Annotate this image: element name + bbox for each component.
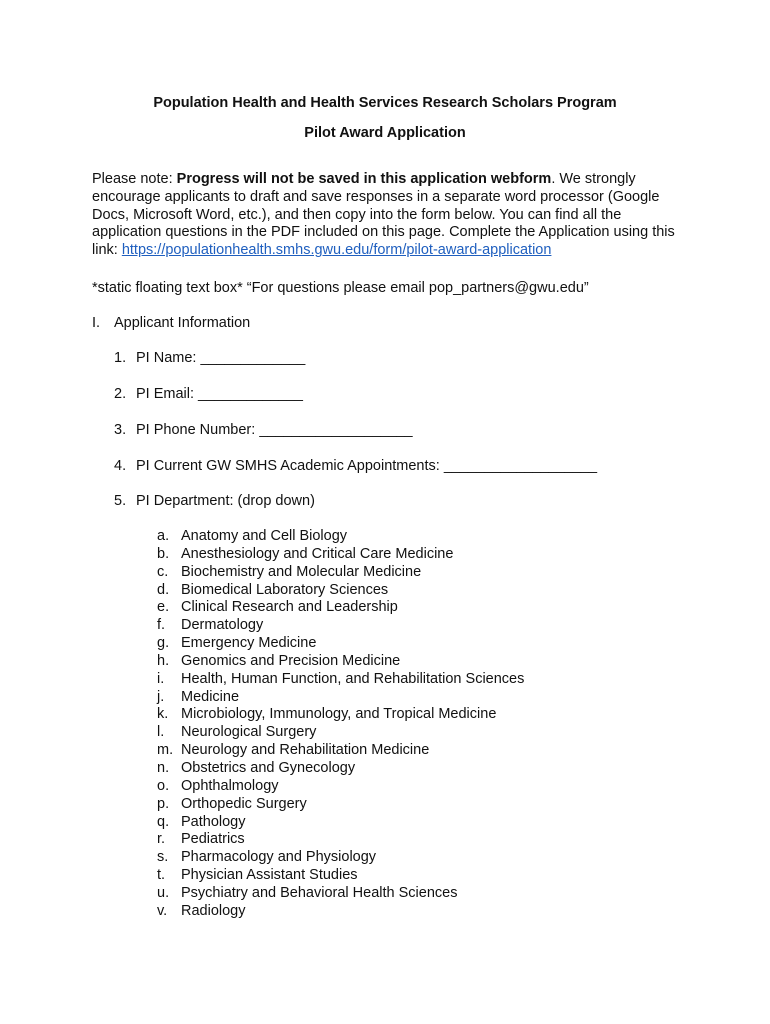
list-letter: g. — [157, 635, 170, 652]
question-pi-email — [114, 385, 303, 403]
department-name: Neurological Surgery — [181, 724, 317, 741]
list-letter: o. — [157, 777, 170, 794]
application-link[interactable]: https://populationhealth.smhs.gwu.edu/form/pilot-award-application — [121, 242, 552, 259]
question-pi-department — [114, 492, 315, 510]
department-name: Health, Human Function, and Rehabilitation Sciences — [181, 670, 525, 687]
department-name: Psychiatry and Behavioral Health Sciences — [181, 884, 458, 901]
department-name: Biomedical Laboratory Sciences — [181, 581, 389, 598]
department-name: Neurology and Rehabilitation Medicine — [181, 742, 430, 759]
list-letter: p. — [157, 795, 170, 812]
department-name: Biochemistry and Molecular Medicine — [181, 563, 422, 580]
question-number: 1. — [114, 350, 127, 366]
list-item — [157, 653, 524, 671]
department-name: Physician Assistant Studies — [181, 867, 358, 884]
department-name: Clinical Research and Leadership — [181, 599, 398, 616]
section-title: Applicant Information — [114, 315, 251, 331]
question-number: 4. — [114, 458, 127, 474]
list-letter: i. — [157, 670, 165, 687]
note-warning: Progress will not be saved in this application webform — [176, 171, 552, 187]
list-item — [157, 671, 524, 689]
list-item — [157, 599, 524, 617]
question-number: 5. — [114, 493, 127, 509]
question-text: PI Current GW SMHS Academic Appointments: ___________________ — [136, 458, 598, 474]
list-letter: b. — [157, 545, 170, 562]
note-prefix: Please note: — [92, 171, 177, 187]
department-name: Orthopedic Surgery — [181, 795, 307, 812]
list-item — [157, 831, 524, 849]
question-text: PI Name: _____________ — [136, 350, 306, 366]
department-name: Pediatrics — [181, 831, 245, 848]
question-text: PI Email: _____________ — [136, 386, 303, 402]
question-pi-phone — [114, 421, 413, 439]
list-item — [157, 546, 524, 564]
department-name: Anatomy and Cell Biology — [181, 528, 348, 544]
list-item — [157, 635, 524, 653]
list-item — [157, 814, 524, 832]
list-letter: d. — [157, 581, 170, 598]
list-item — [157, 867, 524, 885]
section-numeral: I. — [92, 315, 101, 331]
department-name: Microbiology, Immunology, and Tropical Medicine — [181, 706, 497, 723]
list-item — [157, 582, 524, 600]
list-item — [157, 564, 524, 582]
department-name: Anesthesiology and Critical Care Medicine — [181, 545, 454, 562]
list-item — [157, 849, 524, 867]
department-name: Radiology — [181, 902, 246, 919]
list-item — [157, 528, 524, 546]
progress-note — [92, 171, 692, 260]
department-list — [157, 528, 524, 921]
department-name: Medicine — [181, 688, 240, 705]
list-item — [157, 796, 524, 814]
question-pi-name — [114, 349, 305, 367]
list-letter: n. — [157, 759, 170, 776]
list-letter: e. — [157, 599, 170, 616]
department-name: Emergency Medicine — [181, 635, 317, 652]
department-name: Genomics and Precision Medicine — [181, 652, 401, 669]
list-item — [157, 617, 524, 635]
question-pi-appointments — [114, 457, 597, 475]
document-title: Population Health and Health Services Research Scholars Program — [153, 95, 617, 111]
department-name: Obstetrics and Gynecology — [181, 759, 356, 776]
section-heading — [92, 314, 250, 332]
question-number: 3. — [114, 422, 127, 438]
note-body: . We strongly encourage applicants to draft and save responses in a separate word processor (Google Docs, Microsoft Word, etc.), and then copy into the form below. You can find all the application questions in the PDF included on this page. Complete the Application using this link: — [92, 171, 675, 259]
document-subtitle: Pilot Award Application — [304, 125, 466, 141]
list-letter: m. — [157, 742, 174, 759]
question-text: PI Phone Number: ___________________ — [136, 422, 413, 438]
list-item — [157, 706, 524, 724]
question-text: PI Department: (drop down) — [136, 493, 315, 509]
floating-text-box: *static floating text box* “For questions please email pop_partners@gwu.edu” — [92, 280, 589, 296]
department-name: Pathology — [181, 813, 246, 830]
list-letter: f. — [157, 617, 166, 634]
list-letter: t. — [157, 867, 166, 884]
list-letter: q. — [157, 813, 170, 830]
list-letter: k. — [157, 706, 169, 723]
list-letter: r. — [157, 831, 166, 848]
list-item — [157, 903, 524, 921]
list-letter: c. — [157, 563, 169, 580]
list-item — [157, 742, 524, 760]
department-name: Ophthalmology — [181, 777, 279, 794]
list-item — [157, 689, 524, 707]
list-letter: l. — [157, 724, 165, 741]
list-item — [157, 760, 524, 778]
list-item — [157, 724, 524, 742]
department-name: Dermatology — [181, 617, 264, 634]
question-number: 2. — [114, 386, 127, 402]
list-item — [157, 885, 524, 903]
list-letter: v. — [157, 902, 168, 919]
list-letter: s. — [157, 849, 169, 866]
list-letter: h. — [157, 652, 170, 669]
list-letter: a. — [157, 528, 170, 544]
list-letter: j. — [157, 688, 165, 705]
department-name: Pharmacology and Physiology — [181, 849, 377, 866]
list-item — [157, 778, 524, 796]
list-letter: u. — [157, 884, 170, 901]
